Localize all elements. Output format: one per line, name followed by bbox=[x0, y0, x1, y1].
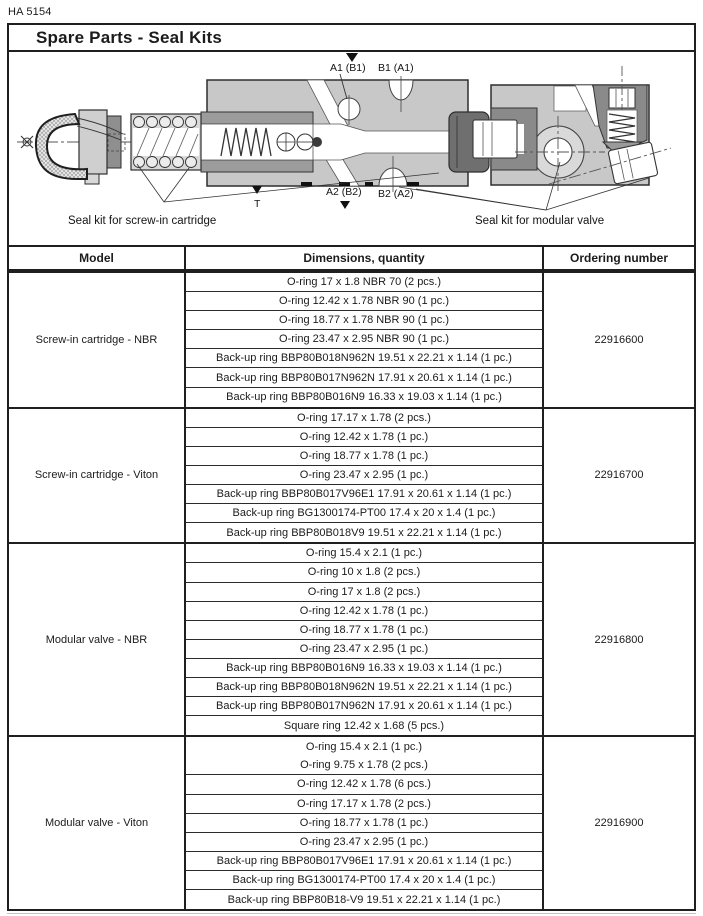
port-label-a2: A2 (B2) bbox=[326, 186, 362, 198]
ordering-number-cell: 22916700 bbox=[594, 469, 644, 482]
caption-seal-kit-modular: Seal kit for modular valve bbox=[475, 215, 605, 227]
ordering-number-cell: 22916800 bbox=[594, 633, 644, 646]
dimension-row: Back-up ring BBP80B016N9 16.33 x 19.03 x 1.14 (1 pc.) bbox=[226, 391, 502, 404]
caption-seal-kit-cartridge: Seal kit for screw-in cartridge bbox=[68, 215, 217, 227]
dimension-row: O-ring 10 x 1.8 (2 pcs.) bbox=[186, 563, 542, 582]
dimension-row: O-ring 12.42 x 1.78 (1 pc.) bbox=[186, 428, 542, 447]
dimension-row: Back-up ring BG1300174-PT00 17.4 x 20 x 1.4 (1 pc.) bbox=[186, 871, 542, 890]
port-label-a1: A1 (B1) bbox=[330, 62, 366, 74]
doc-number: HA 5154 bbox=[8, 6, 52, 18]
a2-port-marker-triangle bbox=[340, 201, 350, 209]
page-title-box bbox=[7, 23, 696, 52]
dimension-row: Back-up ring BBP80B18-V9 19.51 x 22.21 x 1.14 (1 pc.) bbox=[227, 893, 501, 906]
dimension-row: O-ring 17.17 x 1.78 (2 pcs.) bbox=[186, 409, 542, 428]
ordering-number-cell: 22916900 bbox=[594, 817, 644, 830]
dimension-row: O-ring 12.42 x 1.78 (6 pcs.) bbox=[186, 775, 542, 794]
ordering-number-cell: 22916600 bbox=[594, 333, 644, 346]
model-cell: Screw-in cartridge - NBR bbox=[9, 273, 186, 407]
dimension-rows bbox=[186, 273, 544, 407]
table-section-modular-viton bbox=[9, 735, 694, 909]
dimension-row: O-ring 23.47 x 2.95 (1 pc.) bbox=[186, 833, 542, 852]
dimension-row: Back-up ring BBP80B018N962N 19.51 x 22.21 x 1.14 (1 pc.) bbox=[186, 678, 542, 697]
dimension-row: O-ring 18.77 x 1.78 (1 pc.) bbox=[186, 814, 542, 833]
dimension-row: Back-up ring BBP80B018N962N 19.51 x 22.21 x 1.14 (1 pc.) bbox=[186, 349, 542, 368]
dimension-row: O-ring 17 x 1.8 NBR 70 (2 pcs.) bbox=[186, 273, 542, 292]
column-header-model: Model bbox=[9, 247, 186, 269]
dimension-row: O-ring 18.77 x 1.78 (1 pc.) bbox=[186, 621, 542, 640]
dimension-row: Back-up ring BBP80B017V96E1 17.91 x 20.61 x 1.14 (1 pc.) bbox=[186, 852, 542, 871]
dimension-row: O-ring 9.75 x 1.78 (2 pcs.) bbox=[186, 756, 542, 775]
dimension-row: O-ring 15.4 x 2.1 (1 pc.) bbox=[186, 544, 542, 563]
dimension-row: Square ring 12.42 x 1.68 (5 pcs.) bbox=[283, 719, 445, 732]
dimension-rows bbox=[186, 409, 544, 543]
dimension-row: O-ring 23.47 x 2.95 (1 pc.) bbox=[186, 640, 542, 659]
dimension-row: Back-up ring BBP80B018V9 19.51 x 22.21 x 1.14 (1 pc.) bbox=[226, 526, 502, 539]
dimension-row: Back-up ring BBP80B017N962N 17.91 x 20.61 x 1.14 (1 pc.) bbox=[186, 697, 542, 716]
dimension-row: Back-up ring BG1300174-PT00 17.4 x 20 x 1.4 (1 pc.) bbox=[186, 504, 542, 523]
column-header-ordering: Ordering number bbox=[569, 251, 668, 265]
dimension-rows bbox=[186, 544, 544, 735]
page-title: Spare Parts - Seal Kits bbox=[36, 27, 223, 47]
table-section-screw-in-nbr bbox=[9, 271, 694, 407]
port-label-b1: B1 (A1) bbox=[378, 62, 414, 74]
parts-table bbox=[7, 245, 696, 911]
dimension-row: O-ring 18.77 x 1.78 (1 pc.) bbox=[186, 447, 542, 466]
table-section-screw-in-viton bbox=[9, 407, 694, 543]
screw-in-cartridge-figure bbox=[17, 74, 509, 202]
port-label-b2: B2 (A2) bbox=[378, 188, 414, 200]
dimension-row: O-ring 23.47 x 2.95 (1 pc.) bbox=[186, 466, 542, 485]
dimension-row: O-ring 12.42 x 1.78 NBR 90 (1 pc.) bbox=[186, 292, 542, 311]
dimension-row: O-ring 23.47 x 2.95 NBR 90 (1 pc.) bbox=[186, 330, 542, 349]
dimension-row: O-ring 15.4 x 2.1 (1 pc.) bbox=[305, 740, 423, 753]
dimension-rows bbox=[186, 737, 544, 909]
top-port-marker-triangle bbox=[346, 53, 358, 62]
model-cell: Screw-in cartridge - Viton bbox=[9, 409, 186, 543]
dimension-row: Back-up ring BBP80B016N9 16.33 x 19.03 x 1.14 (1 pc.) bbox=[186, 659, 542, 678]
column-header-dimensions: Dimensions, quantity bbox=[186, 247, 544, 269]
dimension-row: O-ring 12.42 x 1.78 (1 pc.) bbox=[186, 602, 542, 621]
table-section-modular-nbr bbox=[9, 542, 694, 735]
diagram-area bbox=[7, 52, 696, 245]
dimension-row: Back-up ring BBP80B017V96E1 17.91 x 20.61 x 1.14 (1 pc.) bbox=[186, 485, 542, 504]
table-header-row bbox=[9, 247, 694, 271]
next-section-divider bbox=[7, 913, 696, 914]
dimension-row: O-ring 17 x 1.8 (2 pcs.) bbox=[186, 583, 542, 602]
dimension-row: Back-up ring BBP80B017N962N 17.91 x 20.61 x 1.14 (1 pc.) bbox=[186, 368, 542, 387]
dimension-row: O-ring 17.17 x 1.78 (2 pcs.) bbox=[186, 795, 542, 814]
model-cell: Modular valve - Viton bbox=[9, 737, 186, 909]
model-cell: Modular valve - NBR bbox=[9, 544, 186, 735]
port-label-t: T bbox=[254, 198, 261, 210]
dimension-row: O-ring 18.77 x 1.78 NBR 90 (1 pc.) bbox=[186, 311, 542, 330]
